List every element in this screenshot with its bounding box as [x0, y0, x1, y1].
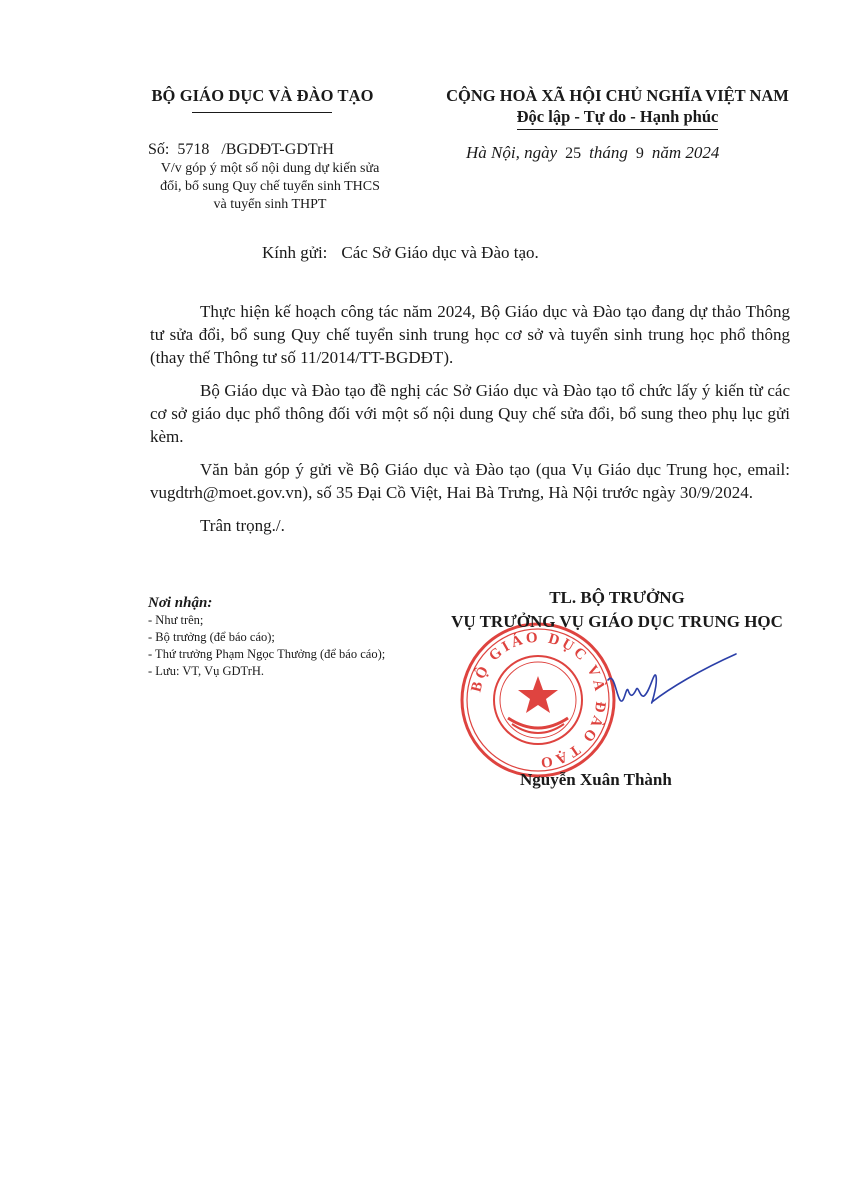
subject-line: V/v góp ý một số nội dung dự kiến sửa [160, 161, 380, 176]
greeting-recipient: Các Sở Giáo dục và Đào tạo. [341, 243, 539, 262]
date-day: 25 [565, 145, 582, 162]
greeting-label: Kính gửi: [262, 243, 328, 262]
signature-line-1: TL. BỘ TRƯỞNG [549, 588, 685, 607]
agency-block [130, 86, 395, 106]
official-seal-icon [458, 620, 618, 780]
subject-line: và tuyển sinh THPT [213, 197, 327, 212]
body-paragraph-3: Văn bản góp ý gửi về Bộ Giáo dục và Đào tạo (qua Vụ Giáo dục Trung học, email: vugdtrh@moet.gov.vn), số 35 Đại Cồ Việt, Hai Bà Trưng, Hà Nội trước ngày 30/9/2024. [150, 460, 790, 502]
subject-line: đổi, bổ sung Quy chế tuyển sinh THCS [160, 179, 380, 194]
date-year-label: năm [651, 143, 682, 162]
recipient-item: - Lưu: VT, Vụ GDTrH. [148, 664, 265, 678]
svg-text:BỘ GIÁO DỤC VÀ ĐÀO TẠO: BỘ GIÁO DỤC VÀ ĐÀO TẠO [468, 629, 609, 771]
body-paragraph-1: Thực hiện kế hoạch công tác năm 2024, Bộ Giáo dục và Đào tạo đang dự thảo Thông tư sửa đổi, bổ sung Quy chế tuyển sinh trung học cơ sở và tuyển sinh trung học phổ thông (thay thế Thông tư số 11/2014/TT-BGDĐT). [150, 302, 790, 367]
signature-line-2: VỤ TRƯỞNG VỤ GIÁO DỤC TRUNG HỌC [451, 612, 783, 631]
number-suffix: /BGDĐT-GDTrH [221, 141, 334, 158]
national-header [415, 86, 820, 127]
body-paragraph-2: Bộ Giáo dục và Đào tạo đề nghị các Sở Giáo dục và Đào tạo tổ chức lấy ý kiến từ các cơ sở giáo dục phổ thông đối với một số nội dung Quy chế sửa đổi, bổ sung theo phụ lục gửi kèm. [150, 381, 790, 446]
recipients-title: Nơi nhận: [148, 595, 213, 611]
date-month: 9 [635, 145, 644, 162]
greeting [262, 243, 539, 263]
motto-text: Độc lập - Tự do - Hạnh phúc [516, 107, 719, 126]
agency-name: BỘ GIÁO DỤC VÀ ĐÀO TẠO [151, 86, 374, 105]
national-motto [517, 107, 719, 127]
signature-block [432, 588, 802, 632]
date-month-label: tháng [589, 143, 628, 162]
closing-line: Trân trọng./. [200, 516, 285, 535]
document-number [148, 141, 334, 159]
recipients-list [148, 595, 385, 680]
motto-underline [517, 129, 719, 130]
country-name: CỘNG HOÀ XÃ HỘI CHỦ NGHĨA VIỆT NAM [446, 86, 789, 105]
recipient-item: - Thứ trưởng Phạm Ngọc Thưởng (để báo cáo); [148, 647, 386, 661]
signer-name: Nguyễn Xuân Thành [520, 770, 672, 789]
agency-underline [192, 112, 332, 113]
date-place: Hà Nội, ngày [466, 143, 558, 162]
recipient-item: - Như trên; [148, 613, 204, 627]
handwritten-signature-icon [600, 650, 740, 720]
number-value: 5718 [177, 141, 210, 158]
document-subject [130, 160, 410, 214]
dateline [466, 143, 719, 163]
date-year: 2024 [685, 143, 720, 162]
so-label: Số: [148, 141, 170, 158]
recipient-item: - Bộ trưởng (để báo cáo); [148, 630, 275, 644]
letter-body [150, 300, 790, 547]
